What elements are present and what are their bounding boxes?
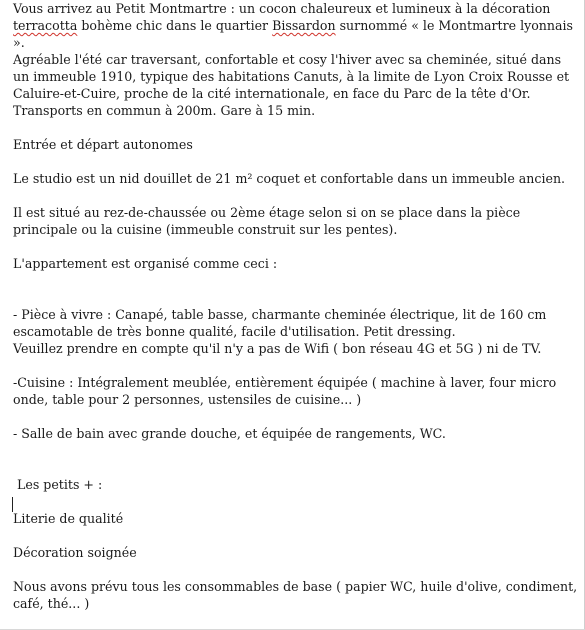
kitchen-paragraph: -Cuisine : Intégralement meublée, entièrement équipée ( machine à laver, four micro onde, table pour 2 personnes, ustensiles de cuisine... )	[13, 375, 557, 407]
living-room-paragraph: - Pièce à vivre : Canapé, table basse, charmante cheminée électrique, lit de 160 cm escamotable de très bonne qualité, facile d'utilisation. Petit dressing.	[13, 307, 547, 339]
studio-paragraph: Le studio est un nid douillet de 21 m² coquet et confortable dans un immeuble ancien.	[13, 171, 566, 186]
intro-text-3: surnommé « le Montmartre lyonnais ».	[13, 18, 574, 50]
text-cursor	[12, 497, 13, 512]
intro-text-2: bohème chic dans le quartier	[77, 18, 273, 33]
spellcheck-word-terracotta[interactable]: terracotta	[13, 18, 78, 33]
no-wifi-paragraph: Veuillez prendre en compte qu'il n'y a pas de Wifi ( bon réseau 4G et 5G ) ni de TV.	[13, 341, 542, 356]
document-body[interactable]	[13, 0, 578, 612]
bathroom-paragraph: - Salle de bain avec grande douche, et équipée de rangements, WC.	[13, 426, 446, 441]
extras-heading: Les petits + :	[13, 477, 103, 492]
organized-paragraph: L'appartement est organisé comme ceci :	[13, 256, 278, 271]
intro-text-1: Vous arrivez au Petit Montmartre : un cocon chaleureux et lumineux à la décoration	[13, 1, 551, 16]
intro-paragraph	[13, 0, 578, 51]
description-paragraph: Agréable l'été car traversant, confortable et cosy l'hiver avec sa cheminée, situé dans un immeuble 1910, typique des habitations Canuts, à la limite de Lyon Croix Rousse et Caluire-et-Cuire, proche de la cité internationale, en face du Parc de la tête d'Or. Transports en commun à 200m. Gare à 15 min.	[13, 52, 570, 118]
floor-paragraph: Il est situé au rez-de-chaussée ou 2ème étage selon si on se place dans la pièce principale ou la cuisine (immeuble construit sur les pentes).	[13, 205, 521, 237]
bedding-paragraph: Literie de qualité	[13, 511, 124, 526]
decoration-paragraph: Décoration soignée	[13, 545, 137, 560]
spellcheck-word-bissardon[interactable]: Bissardon	[272, 18, 336, 33]
consumables-paragraph: Nous avons prévu tous les consommables de base ( papier WC, huile d'olive, condiment, café, thé... )	[13, 579, 578, 611]
self-checkin-paragraph: Entrée et départ autonomes	[13, 137, 193, 152]
